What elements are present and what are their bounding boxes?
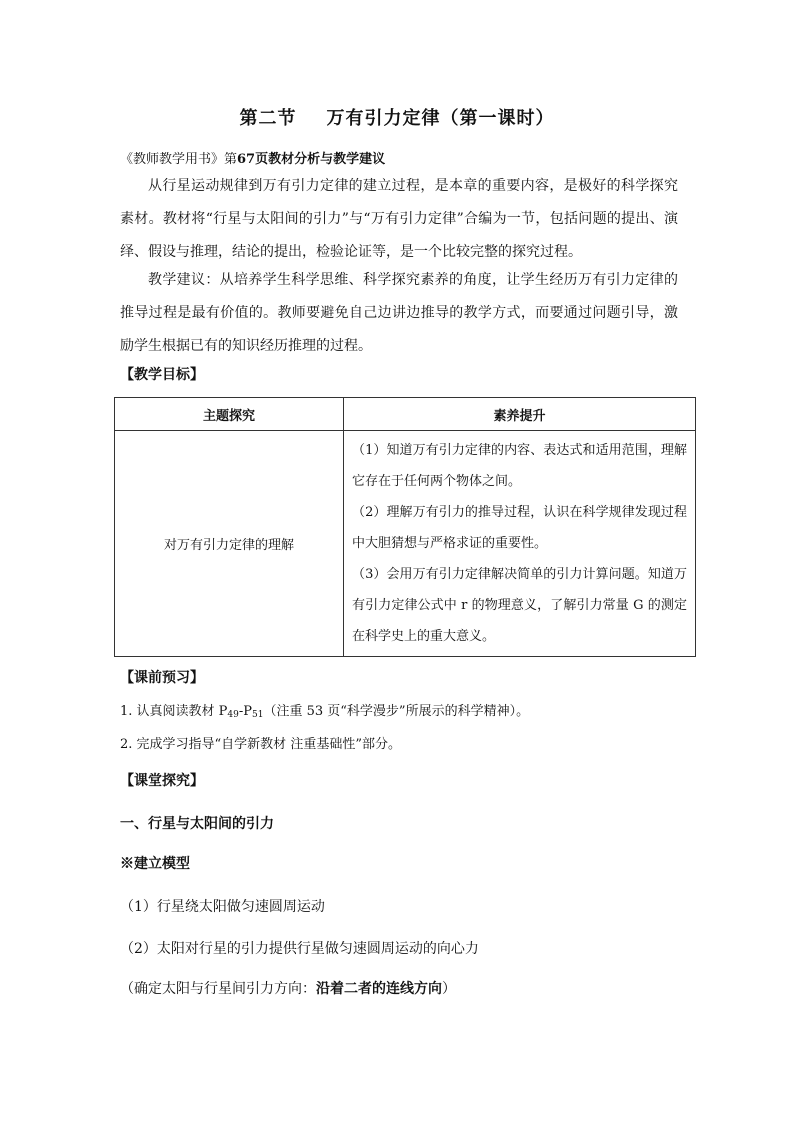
- reference-line: [120, 148, 385, 167]
- aim-item-1: （1）知道万有引力定律的内容、表达式和适用范围，理解它存在于任何两个物体之间。: [352, 443, 687, 489]
- model-heading: ※建立模型: [120, 856, 190, 872]
- aim-item-3: （3）会用万有引力定律解决简单的引力计算问题。知道万有引力定律公式中 r 的物理意义，了解引力常量 G 的测定在科学史上的重大意义。: [352, 567, 687, 644]
- preview-item-1-suffix: （注重 53 页“科学漫步”所展示的科学精神）。: [263, 704, 530, 719]
- direction-suffix: ）: [442, 981, 456, 997]
- aim-item-2: （2）理解万有引力的推导过程，认识在科学规律发现过程中大胆猜想与严格求证的重要性。: [352, 505, 687, 551]
- preview-item-1-prefix: 1. 认真阅读教材 P: [120, 704, 228, 719]
- reference-page: 67: [237, 152, 256, 167]
- page-to: 51: [252, 710, 264, 720]
- section-label: 第二节: [239, 108, 297, 129]
- reference-suffix: 页教材分析与教学建议: [255, 152, 386, 167]
- topic-cell: 对万有引力定律的理解: [115, 431, 344, 657]
- direction-emphasis: 沿着二者的连线方向: [316, 981, 442, 997]
- preview-heading: 【课前预习】: [120, 670, 204, 686]
- explore-heading: 【课堂探究】: [120, 773, 204, 789]
- direction-prefix: （确定太阳与行星间引力方向：: [120, 981, 316, 997]
- header-literacy: 素养提升: [344, 398, 696, 431]
- goals-body-row: [115, 431, 696, 657]
- aims-cell: [344, 431, 696, 657]
- direction-note: [120, 978, 456, 998]
- paragraph-suggestion: 教学建议：从培养学生科学思维、科学探究素养的角度，让学生经历万有引力定律的推导过程是最有价值的。教师要避免自己边讲边推导的教学方式，而要通过问题引导，激励学生根据已有的知识经历推理的过程。: [120, 272, 678, 354]
- goals-table: [114, 397, 696, 657]
- lesson-name: 万有引力定律（第一课时）: [326, 108, 555, 129]
- page-from: 49: [227, 710, 239, 720]
- page-dash: -P: [238, 704, 253, 719]
- preview-item-2: 2. 完成学习指导“自学新教材 注重基础性”部分。: [120, 737, 401, 752]
- model-item-1: （1）行星绕太阳做匀速圆周运动: [120, 899, 325, 915]
- header-topic: 主题探究: [115, 398, 344, 431]
- reference-prefix: 《教师教学用书》第: [120, 152, 238, 167]
- lesson-title: [0, 104, 794, 130]
- paragraph-analysis: 从行星运动规律到万有引力定律的建立过程，是本章的重要内容，是极好的科学探究素材。教材将“行星与太阳间的引力”与“万有引力定律”合编为一节，包括问题的提出、演绎、假设与推理，结论的提出，检验论证等，是一个比较完整的探究过程。: [120, 178, 678, 260]
- model-item-2: （2）太阳对行星的引力提供行星做匀速圆周运动的向心力: [120, 941, 479, 957]
- goals-heading: 【教学目标】: [120, 367, 204, 383]
- preview-item-1: [120, 700, 529, 720]
- section-1-heading: 一、行星与太阳间的引力: [120, 816, 274, 832]
- goals-header-row: [115, 398, 696, 431]
